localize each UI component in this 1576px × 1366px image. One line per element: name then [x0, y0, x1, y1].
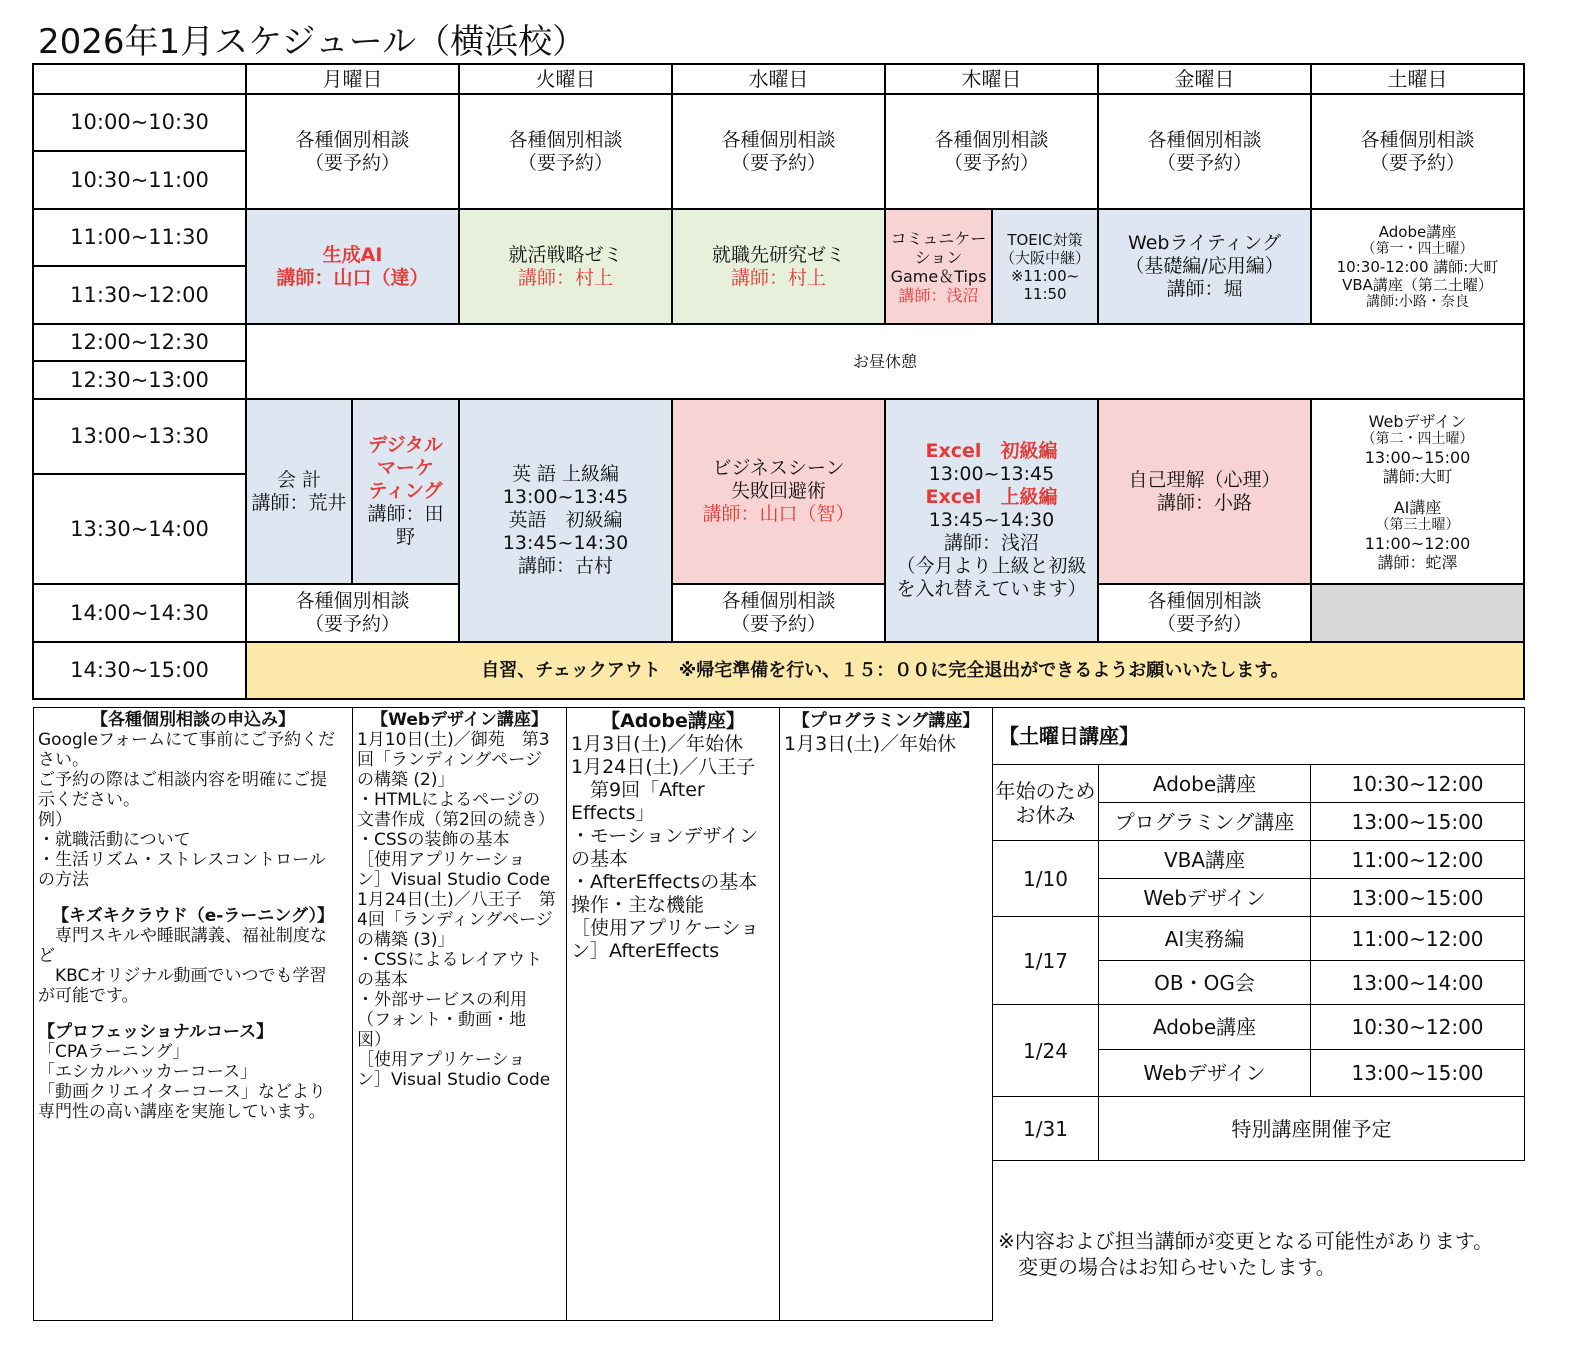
time-slot: 14:30~15:00: [32, 641, 247, 700]
lunch-break: お昼休憩: [245, 323, 1525, 400]
time-slot: 13:00~13:30: [32, 398, 247, 475]
header-day-thu: 木曜日: [884, 63, 1099, 95]
class-sat-webdesign-ai: Webデザイン （第二・四土曜） 13:00~15:00 講師:大町 AI講座 （第三土曜） 11:00~12:00 講師：蛇澤: [1310, 398, 1525, 585]
info-heading: 【各種個別相談の申込み】: [91, 710, 295, 730]
header-day-wed: 水曜日: [671, 63, 886, 95]
saturday-course: OB・OG会: [1098, 960, 1311, 1005]
change-notice: ※内容および担当講師が変更となる可能性があります。 変更の場合はお知らせいたします。: [998, 1229, 1494, 1279]
consult-cell-mon: 各種個別相談 （要予約）: [245, 93, 460, 210]
saturday-course: プログラミング講座: [1098, 802, 1311, 841]
saturday-table-title: 【土曜日講座】: [992, 707, 1525, 765]
saturday-course: Adobe講座: [1098, 764, 1311, 803]
saturday-time: 13:00~15:00: [1310, 878, 1525, 917]
saturday-date: 1/17: [992, 916, 1099, 1005]
info-heading: 【プログラミング講座】: [792, 711, 980, 731]
saturday-time: 11:00~12:00: [1310, 916, 1525, 961]
time-slot: 14:00~14:30: [32, 583, 247, 643]
info-heading: 【キズキクラウド（e-ラーニング）】: [52, 906, 334, 926]
time-slot: 11:30~12:00: [32, 265, 247, 325]
consult-cell-sat: 各種個別相談 （要予約）: [1310, 93, 1525, 210]
info-heading: 【プロフェッショナルコース】: [38, 1022, 274, 1042]
class-fri-web-writing: Webライティング （基礎編/応用編） 講師：堀: [1097, 208, 1312, 325]
info-programming-course: 【プログラミング講座】 1月3日(土)／年始休: [779, 707, 993, 1321]
saturday-time: 13:00~14:00: [1310, 960, 1525, 1005]
info-heading: 【Webデザイン講座】: [371, 710, 548, 730]
header-corner: [32, 63, 247, 95]
class-tue-job-strategy: 就活戦略ゼミ 講師：村上: [458, 208, 673, 325]
saturday-course: Adobe講座: [1098, 1004, 1311, 1050]
time-slot: 10:00~10:30: [32, 93, 247, 152]
class-wed-company-research: 就職先研究ゼミ 講師：村上: [671, 208, 886, 325]
info-consult-booking: 【各種個別相談の申込み】 Googleフォームにて事前にご予約くだ さい。 ご予約の際はご相談内容を明確にご提 示ください。 例） ・就職活動について ・生活リズム・ストレスコントロール の方法 【キズキクラウド（e-ラーニング）】 専門スキルや睡眠講義、福祉制度な ど KBCオリジナル動画でいつでも学習 が可能です。 【プロフェッショナルコース】 「CPAラーニング」 「エシカルハッカーコース」 「動画クリエイターコース」などより 専門性の高い講座を実施しています。: [33, 707, 353, 1321]
time-slot: 12:30~13:00: [32, 360, 247, 400]
consult-cell-fri-pm: 各種個別相談 （要予約）: [1097, 583, 1312, 643]
saturday-course: AI実務編: [1098, 916, 1311, 961]
consult-cell-wed: 各種個別相談 （要予約）: [671, 93, 886, 210]
saturday-time: 10:30~12:00: [1310, 764, 1525, 803]
time-slot: 11:00~11:30: [32, 208, 247, 267]
header-day-tue: 火曜日: [458, 63, 673, 95]
class-mon-digital-marketing: デジタル マーケ ティング 講師：田 野: [351, 398, 460, 585]
header-day-mon: 月曜日: [245, 63, 460, 95]
class-fri-self-understanding: 自己理解（心理） 講師：小路: [1097, 398, 1312, 585]
saturday-course: Webデザイン: [1098, 1049, 1311, 1097]
saturday-time: 10:30~12:00: [1310, 1004, 1525, 1050]
checkout-notice: 自習、チェックアウト ※帰宅準備を行い、１５：００に完全退出ができるようお願いいたします。: [245, 641, 1525, 700]
class-mon-generative-ai: 生成AI 講師：山口（達）: [245, 208, 460, 325]
empty-cell-sat-pm: [1310, 583, 1525, 643]
time-slot: 13:30~14:00: [32, 473, 247, 585]
class-mon-accounting: 会 計 講師：荒井: [245, 398, 353, 585]
header-day-fri: 金曜日: [1097, 63, 1312, 95]
saturday-time: 11:00~12:00: [1310, 840, 1525, 879]
class-thu-excel: Excel 初級編 13:00~13:45 Excel 上級編 13:45~14:30 講師：浅沼 （今月より上級と初級 を入れ替えています）: [884, 398, 1099, 643]
saturday-time: 13:00~15:00: [1310, 1049, 1525, 1097]
saturday-date: 1/24: [992, 1004, 1099, 1097]
header-day-sat: 土曜日: [1310, 63, 1525, 95]
consult-cell-tue: 各種個別相談 （要予約）: [458, 93, 673, 210]
class-wed-business-scene: ビジネスシーン 失敗回避術 講師：山口（智）: [671, 398, 886, 585]
saturday-special: 特別講座開催予定: [1098, 1096, 1525, 1161]
page-title: 2026年1月スケジュール（横浜校）: [38, 22, 587, 62]
class-tue-english: 英 語 上級編 13:00~13:45 英語 初級編 13:45~14:30 講師：古村: [458, 398, 673, 643]
class-thu-toeic: TOEIC対策 （大阪中継） ※11:00~ 11:50: [991, 208, 1099, 325]
info-heading: 【Adobe講座】: [601, 710, 745, 732]
consult-cell-thu: 各種個別相談 （要予約）: [884, 93, 1099, 210]
consult-cell-mon-pm: 各種個別相談 （要予約）: [245, 583, 460, 643]
class-thu-communication: コミュニケー ション Game＆Tips 講師：浅沼: [884, 208, 993, 325]
consult-cell-fri: 各種個別相談 （要予約）: [1097, 93, 1312, 210]
saturday-course: VBA講座: [1098, 840, 1311, 879]
time-slot: 10:30~11:00: [32, 150, 247, 210]
saturday-date-newyear: 年始のため お休み: [992, 764, 1099, 841]
consult-cell-wed-pm: 各種個別相談 （要予約）: [671, 583, 886, 643]
class-sat-adobe-vba: Adobe講座 （第一・四土曜） 10:30-12:00 講師:大町 VBA講座（第二土曜） 講師:小路・奈良: [1310, 208, 1525, 325]
saturday-date: 1/10: [992, 840, 1099, 917]
saturday-course: Webデザイン: [1098, 878, 1311, 917]
saturday-time: 13:00~15:00: [1310, 802, 1525, 841]
time-slot: 12:00~12:30: [32, 323, 247, 362]
info-adobe-course: 【Adobe講座】 1月3日(土)／年始休 1月24日(土)／八王子 第9回「After Effects」 ・モーションデザイン の基本 ・AfterEffectsの基本 操作・主な機能 ［使用アプリケーショ ン］AfterEffects: [566, 707, 780, 1321]
saturday-date: 1/31: [992, 1096, 1099, 1161]
info-webdesign-course: 【Webデザイン講座】 1月10日(土)／御苑 第3 回「ランディングページ の構築 (2)」 ・HTMLによるページの 文書作成（第2回の続き） ・CSSの装飾の基本 ［使用アプリケーショ ン］Visual Studio Code 1月24日(土)／八王子 第 4回「ランディングページ の構築 (3)」 ・CSSによるレイアウト の基本 ・外部サービスの利用 （フォント・動画・地 図） ［使用アプリケーショ ン］Visual Studio Code: [352, 707, 567, 1321]
